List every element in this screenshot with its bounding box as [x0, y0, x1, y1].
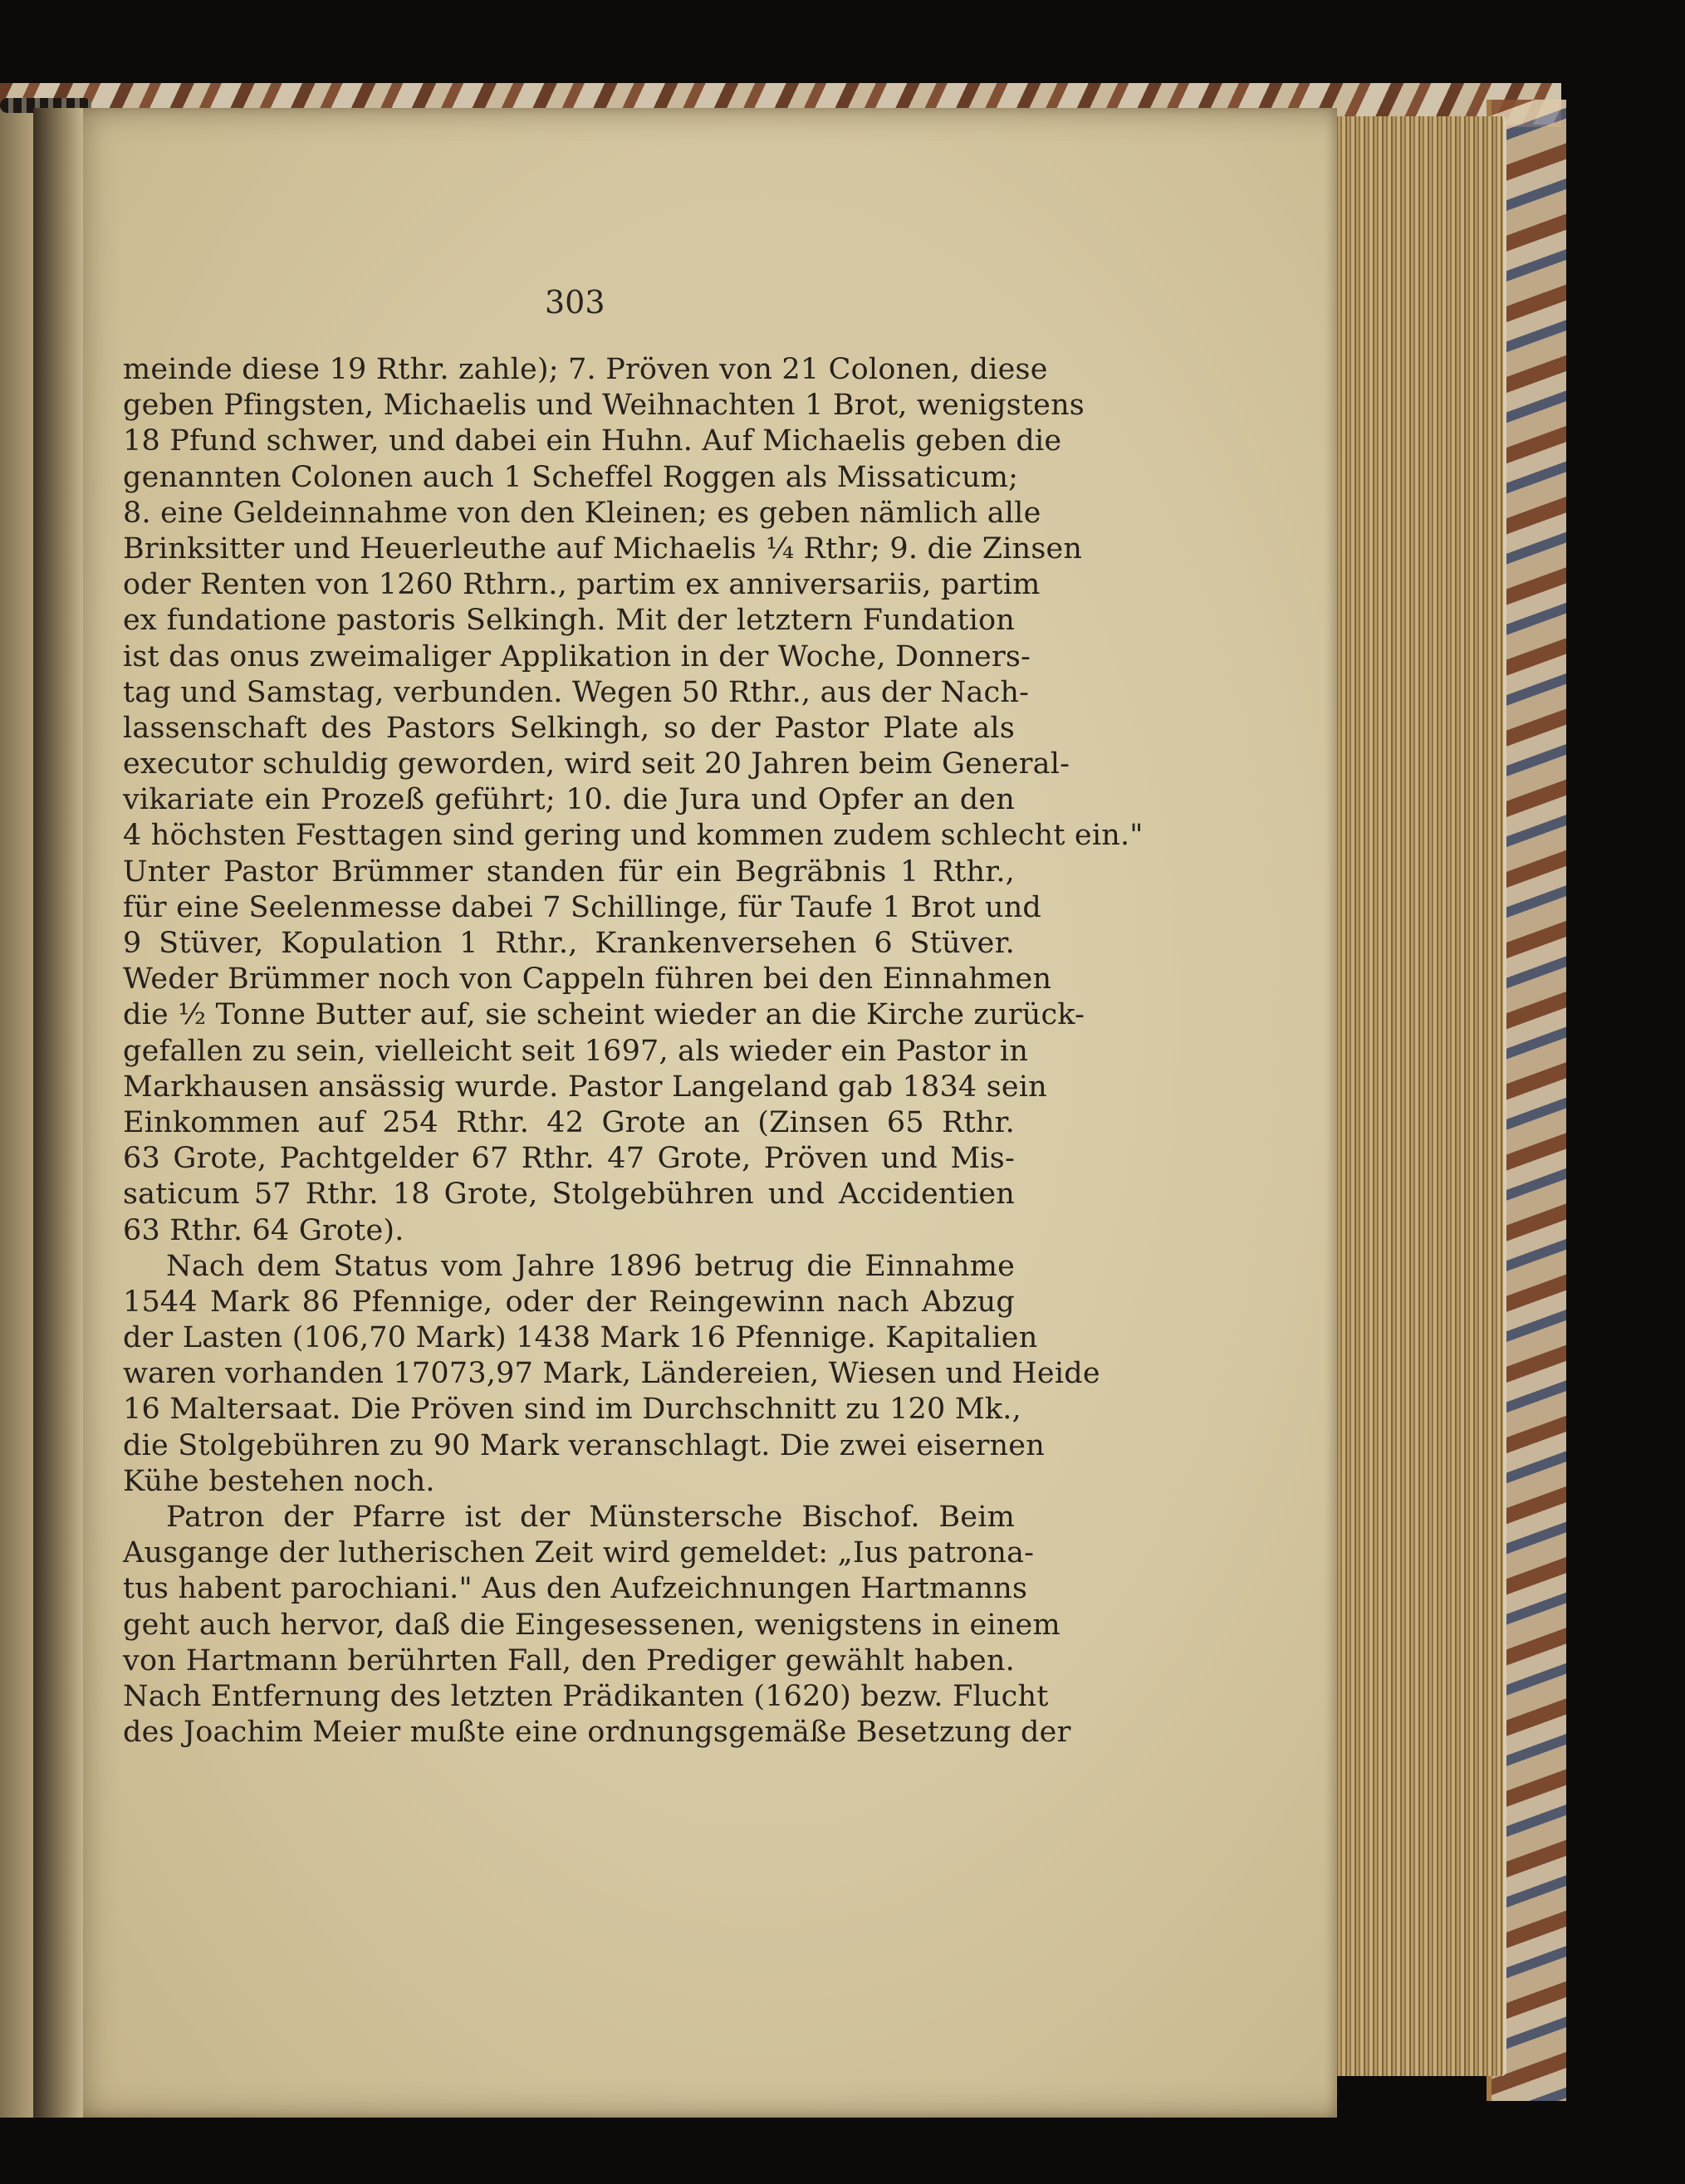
text-line: Ausgange der lutherischen Zeit wird gemeldet: „Ius patrona- — [123, 1536, 1035, 1570]
left-page-fragment — [0, 108, 33, 2118]
text-line: die ½ Tonne Butter auf, sie scheint wieder an die Kirche zurück- — [123, 998, 1085, 1032]
text-line: geben Pfingsten, Michaelis und Weihnachten 1 Brot, wenigstens — [123, 389, 1085, 423]
text-line: die Stolgebühren zu 90 Mark veranschlagt. Die zwei eisernen — [123, 1428, 1045, 1462]
page-number: 303 — [545, 284, 605, 321]
text-line: Markhausen ansässig wurde. Pastor Langeland gab 1834 sein — [123, 1070, 1047, 1104]
text-line: 8. eine Geldeinnahme von den Kleinen; es geben nämlich alle — [123, 496, 1041, 530]
text-line: geht auch hervor, daß die Eingesessenen, wenigstens in einem — [123, 1608, 1060, 1642]
text-line: tus habent parochiani." Aus den Aufzeichnungen Hartmanns — [123, 1572, 1028, 1606]
text-line: lassenschaft des Pastors Selkingh, so der Pastor Plate als — [123, 711, 1015, 745]
text-line: von Hartmann berührten Fall, den Prediger gewählt haben. — [123, 1643, 1015, 1677]
text-line: 9 Stüver, Kopulation 1 Rthr., Krankenversehen 6 Stüver. — [123, 927, 1015, 960]
text-line: meinde diese 19 Rthr. zahle); 7. Pröven von 21 Colonen, diese — [123, 353, 1048, 386]
text-line: des Joachim Meier mußte eine ordnungsgemäße Besetzung der — [123, 1716, 1071, 1750]
text-line: 18 Pfund schwer, und dabei ein Huhn. Auf Michaelis geben die — [123, 424, 1062, 458]
text-line: Einkommen auf 254 Rthr. 42 Grote an (Zinsen 65 Rthr. — [123, 1105, 1015, 1139]
text-line: Kühe bestehen noch. — [123, 1464, 435, 1498]
body-text — [123, 352, 1144, 1751]
text-line: 16 Maltersaat. Die Pröven sind im Durchschnitt zu 120 Mk., — [123, 1393, 1021, 1427]
text-line: vikariate ein Prozeß geführt; 10. die Jura und Opfer an den — [123, 783, 1015, 817]
text-line: für eine Seelenmesse dabei 7 Schillinge, für Taufe 1 Brot und — [123, 890, 1042, 924]
text-line: ex fundatione pastoris Selkingh. Mit der letztern Fundation — [123, 604, 1015, 638]
text-line: 1544 Mark 86 Pfennige, oder der Reingewinn nach Abzug — [123, 1285, 1015, 1319]
text-line: saticum 57 Rthr. 18 Grote, Stolgebühren und Accidentien — [123, 1178, 1015, 1212]
text-line: genannten Colonen auch 1 Scheffel Roggen als Missaticum; — [123, 460, 1019, 494]
text-line: Weder Brümmer noch von Cappeln führen bei den Einnahmen — [123, 962, 1052, 997]
text-line: Nach dem Status vom Jahre 1896 betrug die Einnahme — [166, 1249, 1015, 1283]
text-line: 63 Rthr. 64 Grote). — [123, 1213, 404, 1247]
text-line: executor schuldig geworden, wird seit 20 Jahren beim General- — [123, 747, 1070, 781]
text-line: waren vorhanden 17073,97 Mark, Ländereien, Wiesen und Heide — [123, 1357, 1100, 1391]
text-line: gefallen zu sein, vielleicht seit 1697, als wieder ein Pastor in — [123, 1034, 1029, 1068]
page-stack-edge — [1329, 116, 1506, 2076]
text-line: 4 höchsten Festtagen sind gering und kommen zudem schlecht ein." — [123, 819, 1144, 853]
text-line: Nach Entfernung des letzten Prädikanten (1620) bezw. Flucht — [123, 1679, 1049, 1713]
text-line: oder Renten von 1260 Rthrn., partim ex anniversariis, partim — [123, 568, 1041, 602]
text-line: Patron der Pfarre ist der Münstersche Bischof. Beim — [166, 1501, 1015, 1534]
text-line: der Lasten (106,70 Mark) 1438 Mark 16 Pfennige. Kapitalien — [123, 1321, 1038, 1355]
text-line: tag und Samstag, verbunden. Wegen 50 Rthr., aus der Nach- — [123, 675, 1030, 709]
text-line: Brinksitter und Heuerleuthe auf Michaelis ¼ Rthr; 9. die Zinsen — [123, 531, 1083, 566]
text-line: Unter Pastor Brümmer standen für ein Begräbnis 1 Rthr., — [123, 855, 1015, 889]
text-line: ist das onus zweimaliger Applikation in der Woche, Donners- — [123, 639, 1031, 673]
page-gutter — [33, 108, 83, 2118]
text-line: 63 Grote, Pachtgelder 67 Rthr. 47 Grote, Pröven und Mis- — [123, 1142, 1015, 1176]
